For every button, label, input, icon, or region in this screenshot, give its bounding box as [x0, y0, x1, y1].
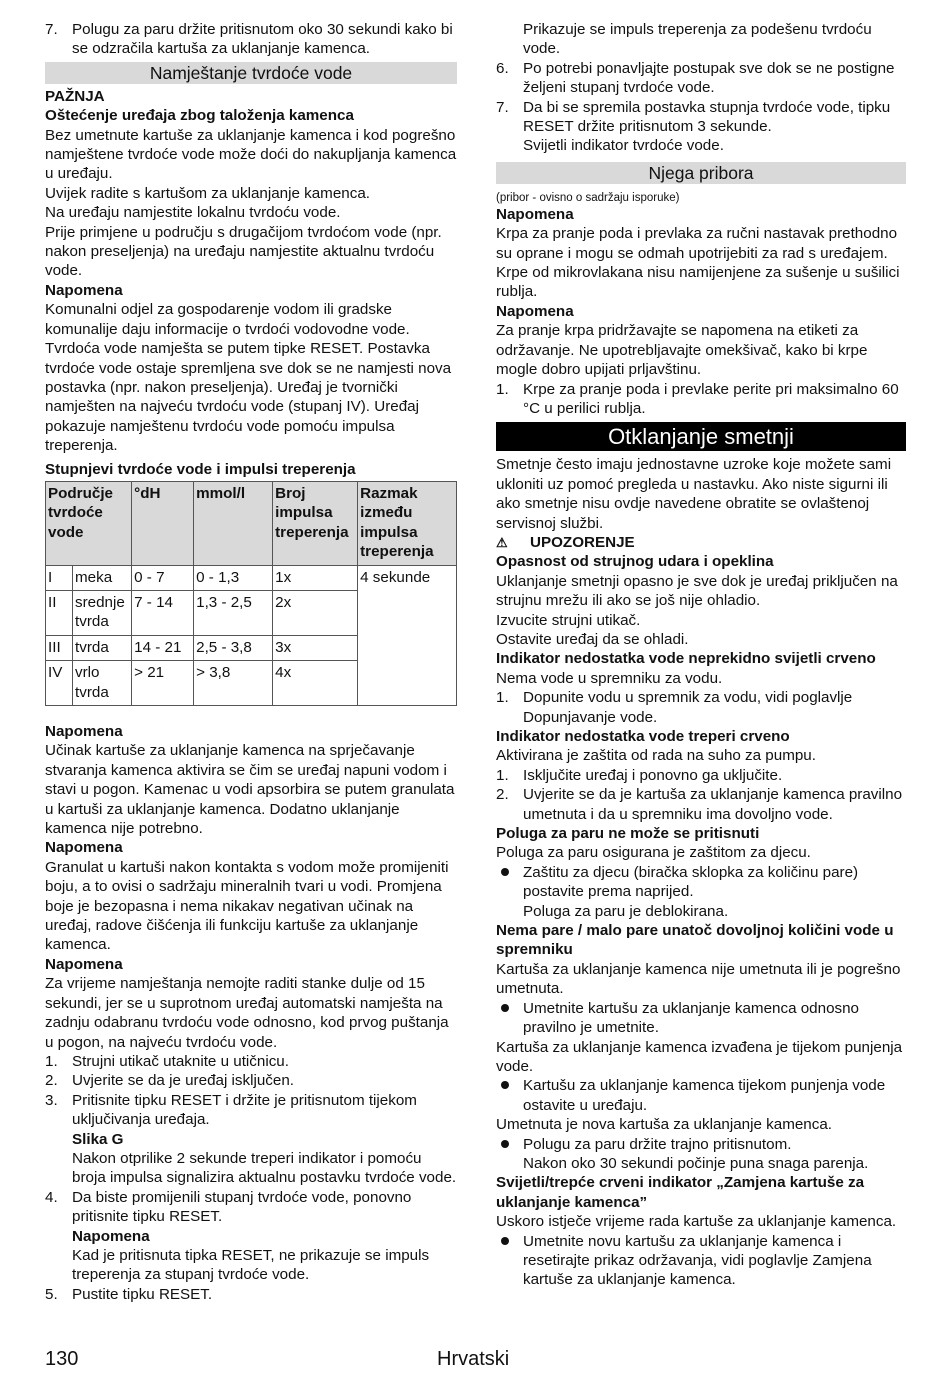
list-item: 7. Polugu za paru držite pritisnutom oko 30 sekundi kako bi se odzračila kartuša za uklanjanje kamenca. [45, 21, 453, 58]
paragraph: Učinak kartuše za uklanjanje kamenca na sprječavanje stvaranja kamenca aktivira se čim se uređaj napuni vodom i stavi u pogon. Kamenac u vodi apsorbira se putem granulata u kartuši za uklanjanje kamenca. Dodatno uklanjanje kamenca nije potrebno. [45, 742, 455, 838]
subheading: Svijetli/trepće crveni indikator „Zamjena kartuše za uklanjanje kamenca” [496, 1174, 865, 1211]
table-row: I meka 0 - 7 0 - 1,3 1x 4 sekunde [46, 565, 457, 590]
table-header: mmol/l [194, 481, 273, 565]
paragraph: Uklanjanje smetnji opasno je sve dok je uređaj priključen na strujnu mrežu ili ako se još nije ohladio. [496, 572, 898, 610]
paragraph: Na uređaju namjestite lokalnu tvrdoću vode. [45, 204, 341, 222]
list-item: 5. Pustite tipku RESET. [45, 1285, 213, 1303]
list-item: 6. Po potrebi ponavljajte postupak sve dok se ne postigne željeni stupanj tvrdoće vode. [496, 59, 895, 97]
small-note: (pribor - ovisno o sadržaju isporuke) [496, 191, 680, 204]
paragraph: Za vrijeme namještanja nemojte raditi stanke dulje od 15 sekundi, jer se u suprotnom uređaj automatski namješta na zadnju odabranu tvrdoću vode odnosno, kod prvog puštanja u pogon, na najveću tvrdoću vode. [45, 975, 449, 1051]
paragraph: Bez umetnute kartuše za uklanjanje kamenca i kod pogrešno namještene tvrdoće vode može doći do nakupljanja kamenca u uređaju. [45, 126, 457, 183]
caution-heading: Oštećenje uređaja zbog taloženja kamenca [45, 107, 354, 125]
list-item: 1. Dopunite vodu u spremnik za vodu, vidi poglavlje Dopunjavanje vode. [496, 689, 853, 726]
paragraph: Granulat u kartuši nakon kontakta s vodom može promijeniti boju, a to ovisi o sadržaju mineralnih tvari u vodi. Promjena boje je bezopasna i nema nikakav negativan učinak na uređaj, radove čišćenja ili funkciju kartuše za uklanjanje kamenca. [45, 858, 449, 954]
page-number: 130 [45, 1348, 79, 1370]
paragraph: Kartuša za uklanjanje kamenca nije umetnuta ili je pogrešno umetnuta. [496, 960, 901, 998]
list-item: 4. Da biste promijenili stupanj tvrdoće vode, ponovno pritisnite tipku RESET. [45, 1188, 412, 1226]
table-title: Stupnjevi tvrdoće vode i impulsi treperenja [45, 460, 356, 478]
section-title: Otklanjanje smetnji [496, 422, 906, 451]
paragraph: Kad je pritisnuta tipka RESET, ne prikazuje se impuls treperenja za stupanj tvrdoće vode. [72, 1246, 430, 1284]
paragraph: Ostavite uređaj da se ohladi. [496, 630, 689, 648]
caution-label: PAŽNJA [45, 87, 105, 105]
left-column [45, 20, 457, 1304]
section-title: Njega pribora [496, 162, 906, 184]
note-heading: Napomena [72, 1227, 150, 1245]
bullet-item: Umetnite kartušu za uklanjanje kamenca odnosno pravilno je umetnite. [496, 999, 906, 1038]
table-row: IV vrlo tvrda > 21 > 3,8 4x [46, 661, 457, 706]
note-heading: Napomena [496, 302, 574, 320]
list-item: 3. Pritisnite tipku RESET i držite je pritisnutom tijekom uključivanja uređaja. [45, 1091, 417, 1129]
paragraph: Komunalni odjel za gospodarenje vodom ili gradske komunalije daju informacije o tvrdoći vodovodne vode. [45, 301, 410, 338]
paragraph: Nema vode u spremniku za vodu. [496, 669, 723, 687]
note-heading: Napomena [45, 281, 123, 299]
footer-language: Hrvatski [437, 1348, 510, 1370]
paragraph: Poluga za paru je deblokirana. [523, 902, 729, 920]
paragraph: Tvrdoća vode namješta se putem tipke RESET. Postavka tvrdoće vode ostaje spremljena sve dok se ne namjesti nova postavka (npr. nakon preseljenja). Uređaj je tvornički namješten na najveću tvrdoću vode (stupanj IV). Uređaj pokazuje namještenu tvrdoću vode pomoću impulsa treperenja. [45, 340, 452, 455]
paragraph: Prikazuje se impuls treperenja za podešenu tvrdoću vode. [523, 21, 872, 58]
list-item: 7. Da bi se spremila postavka stupnja tvrdoće vode, tipku RESET držite pritisnutom 3 sekunde. [496, 98, 891, 136]
table-header: °dH [132, 481, 194, 565]
note-heading: Napomena [45, 723, 123, 740]
paragraph: Smetnje često imaju jednostavne uzroke koje možete sami ukloniti uz pomoć pregleda u nastavku. Ako niste sigurni ili ako smetnje nisu ovdje navedene obratite se ovlaštenoj servisnoj službi. [496, 456, 892, 532]
list-item: 1. Strujni utikač utaknite u utičnicu. [45, 1052, 289, 1070]
paragraph: Uvijek radite s kartušom za uklanjanje kamenca. [45, 184, 370, 202]
interval-cell: 4 sekunde [358, 565, 457, 705]
paragraph: Nakon otprilike 2 sekunde treperi indikator i pomoću broja impulsa signalizira aktualnu postavku tvrdoće vode. [72, 1149, 457, 1187]
paragraph: Za pranje krpa pridržavajte se napomena na etiketi za održavanje. Ne upotrebljavajte omekšivač, kako bi krpe mogle dobro upijati prljavštinu. [496, 322, 868, 379]
paragraph: Prije primjene u području s drugačijom tvrdoćom vode (npr. nakon preseljenja) na uređaju namjestite aktualnu tvrdoću vode. [45, 223, 442, 280]
table-row: II srednje tvrda 7 - 14 1,3 - 2,5 2x [46, 590, 457, 635]
warning-label: ⚠ UPOZORENJE [496, 533, 635, 551]
hardness-table [45, 481, 457, 706]
note-heading: Napomena [496, 205, 574, 223]
right-column [496, 20, 906, 1290]
subheading: Opasnost od strujnog udara i opeklina [496, 553, 774, 571]
warning-triangle-icon: ⚠ [496, 534, 508, 550]
table-header: Broj impulsa treperenja [273, 481, 358, 565]
bullet-item: Kartušu za uklanjanje kamenca tijekom punjenja vode ostavite u uređaju. [496, 1076, 906, 1115]
paragraph: Svijetli indikator tvrdoće vode. [523, 137, 724, 155]
note-heading: Napomena [45, 839, 123, 857]
subheading: Poluga za paru ne može se pritisnuti [496, 825, 760, 843]
paragraph: Krpa za pranje poda i prevlaka za ručni nastavak prethodno su oprane i mogu se odmah upotrijebiti za rad s uređajem. Krpe od mikrovlakana nisu namijenjene za sušenje u sušilici rublja. [496, 225, 900, 301]
bullet-icon [501, 1237, 509, 1245]
figure-ref: Slika G [72, 1130, 124, 1148]
bullet-item: Polugu za paru držite trajno pritisnutom. [496, 1135, 906, 1154]
paragraph: Aktivirana je zaštita od rada na suho za pumpu. [496, 747, 816, 765]
subheading: Indikator nedostatka vode treperi crveno [496, 728, 790, 745]
subheading: Nema pare / malo pare unatoč dovoljnoj količini vode u spremniku [496, 922, 894, 959]
paragraph: Nakon oko 30 sekundi počinje puna snaga parenja. [523, 1154, 869, 1172]
bullet-item: Zaštitu za djecu (biračka sklopka za količinu pare) postavite prema naprijed. [496, 863, 906, 902]
section-title: Namještanje tvrdoće vode [45, 62, 457, 84]
paragraph: Umetnuta je nova kartuša za uklanjanje kamenca. [496, 1116, 833, 1134]
bullet-icon [501, 868, 509, 876]
bullet-item: Umetnite novu kartušu za uklanjanje kamenca i resetirajte prikaz održavanja, vidi poglavlje Zamjena kartuše za uklanjanje kamenca. [496, 1232, 906, 1290]
list-item: 1. Isključite uređaj i ponovno ga uključite. [496, 766, 783, 784]
table-header: Područje tvrdoće vode [46, 481, 132, 565]
bullet-icon [501, 1004, 509, 1012]
list-item: 1. Krpe za pranje poda i prevlake perite pri maksimalno 60 °C u perilici rublja. [496, 380, 899, 417]
table-header: Razmak između impulsa treperenja [358, 481, 457, 565]
paragraph: Poluga za paru osigurana je zaštitom za djecu. [496, 844, 811, 862]
list-item: 2. Uvjerite se da je uređaj isključen. [45, 1072, 295, 1090]
bullet-icon [501, 1081, 509, 1089]
paragraph: Uskoro istječe vrijeme rada kartuše za uklanjanje kamenca. [496, 1213, 897, 1231]
paragraph: Izvucite strujni utikač. [496, 611, 641, 629]
list-item: 2. Uvjerite se da je kartuša za uklanjanje kamenca pravilno umetnuta i da u spremniku ima dovoljno vode. [496, 786, 903, 823]
table-row: III tvrda 14 - 21 2,5 - 3,8 3x [46, 635, 457, 660]
note-heading: Napomena [45, 955, 123, 973]
bullet-icon [501, 1140, 509, 1148]
subheading: Indikator nedostatka vode neprekidno svijetli crveno [496, 650, 876, 668]
paragraph: Kartuša za uklanjanje kamenca izvađena je tijekom punjenja vode. [496, 1038, 903, 1075]
